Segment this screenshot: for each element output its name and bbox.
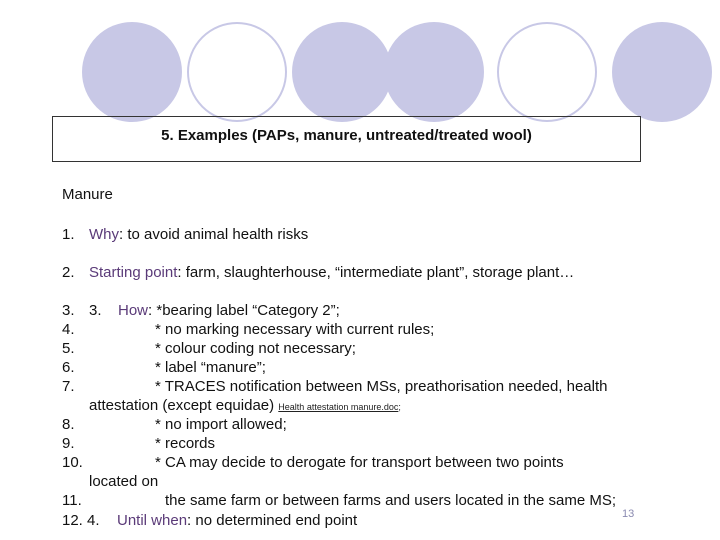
until-text: : no determined end point [187,512,358,529]
item-line-5: * colour coding not necessary; [155,340,356,357]
slide-title-box [52,116,641,162]
item-until [117,512,357,529]
decorative-circle-4 [384,22,484,122]
item-line-4: * no marking necessary with current rules; [155,321,435,338]
item-number-2: 2. [62,264,75,281]
line-7-text: attestation (except equidae) [89,397,275,414]
decorative-circle-5 [497,22,597,122]
item-start [89,264,574,281]
why-label: Why [89,226,119,243]
item-line-10-cont: located on [89,473,159,490]
start-text: : farm, slaughterhouse, “intermediate plant”, storage plant… [177,264,575,281]
slide-title: 5. Examples (PAPs, manure, untreated/treated wool) [161,127,532,144]
section-heading: Manure [62,186,113,203]
item-number-8: 8. [62,416,75,433]
decorative-circle-6 [612,22,712,122]
item-number-9: 9. [62,435,75,452]
item-number-3: 3. [62,302,75,319]
why-text: : to avoid animal health risks [119,226,309,243]
item-number-5: 5. [62,340,75,357]
item-line-10: * CA may decide to derogate for transport between two points [155,454,564,471]
link-end: ; [398,402,401,412]
item-number-7: 7. [62,378,75,395]
decorative-circle-1 [82,22,182,122]
decorative-circle-3 [292,22,392,122]
item-line-9: * records [155,435,216,452]
start-label: Starting point [89,264,178,281]
item-number-12: 12. 4. [62,512,100,529]
item-line-8: * no import allowed; [155,416,287,433]
item-number-1: 1. [62,226,75,243]
item-line-11: the same farm or between farms and users located in the same MS; [165,492,617,509]
item-number-4: 4. [62,321,75,338]
item-number-11: 11. [62,492,82,509]
page-number: 13 [622,508,635,520]
item-line-7-cont [89,397,401,414]
item-number-10: 10. [62,454,83,471]
item-how [118,302,340,319]
how-label: How [118,302,149,319]
item-why [89,226,308,243]
until-label: Until when [117,512,188,529]
health-attestation-link[interactable]: Health attestation manure.doc [278,402,399,412]
item-line-6: * label “manure”; [155,359,266,376]
how-text: : *bearing label “Category 2”; [148,302,340,319]
item-number-3b: 3. [89,302,102,319]
item-number-6: 6. [62,359,75,376]
item-line-7: * TRACES notification between MSs, preathorisation needed, health [155,378,608,395]
decorative-circle-2 [187,22,287,122]
